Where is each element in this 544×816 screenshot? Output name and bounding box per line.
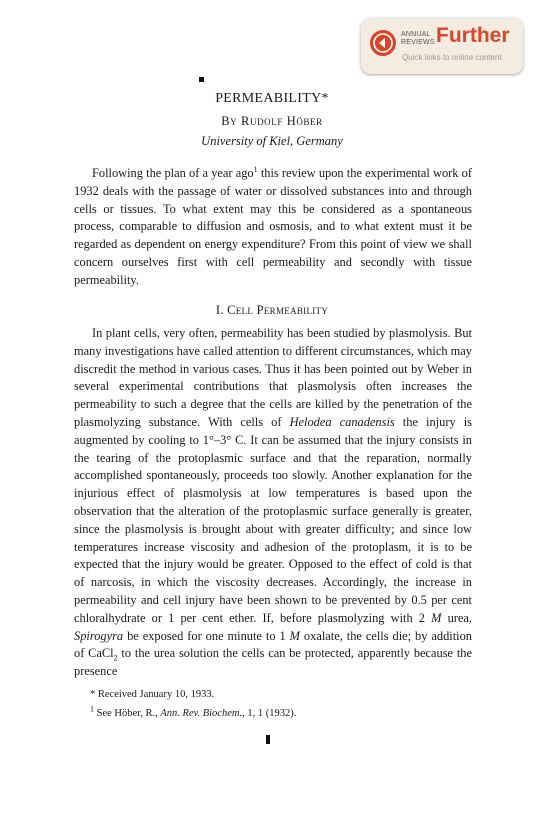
article-title: PERMEABILITY* [215, 91, 329, 106]
further-subtitle: Quick links to online content [402, 53, 502, 62]
scan-mark [199, 77, 204, 82]
section-heading: I. Cell Permeability [215, 303, 329, 317]
publisher-name: ANNUAL REVIEWS [401, 31, 435, 46]
annual-reviews-further-badge[interactable] [361, 18, 523, 74]
section-paragraph: In plant cells, very often, permeability has been studied by plasmolysis. But many investigations have called attention to different circumstances, which may discredit the method in various cases. Thus it has been pointed out by Weber in several experimental contributions that plasmolysis often increases the permeability to such a degree that the cells are killed by the penetration of the plasmolyzing substance. With cells of Helodea canadensis the injury is augmented by cooling to 1°–3° C. It can be assumed that the injury consists in the tearing of the protoplasmic surface and that the reparation, normally accomplished spontaneously, proceeds too slowly. Another explanation for the injurious effect of plasmolysis at low temperatures is based upon the observation that the alteration of the protoplasmic surface generally is greater, since the plasmolysis is brought about with greater difficulty; and since low temperatures increase viscosity and adhesion of the protoplasm, it is to be expected that the injury would be greater. Opposed to the effect of cold is that of narcosis, in which the viscosity decreases. Accordingly, the increase in permeability and cell injury have been shown to be prevented by 0.5 per cent chloralhydrate or 1 per cent ether. If, before plasmolyzing with 2 M urea, Spirogyra be exposed for one minute to 1 M oxalate, the cells die; by addition of CaCl$_2$ to the urea solution the cells can be protected, apparently because the presence [74, 326, 472, 679]
footnote-ref-1[interactable]: 1 [253, 164, 258, 174]
author-affiliation: University of Kiel, Germany [201, 134, 343, 148]
further-label: Further [436, 24, 510, 47]
intro-paragraph: Following the plan of a year ago$^1$ this review upon the experimental work of 1932 deals with the passage of water or dissolved substances into and through cells or tissues. To what extent may this be considered as a spontaneous process, comparable to diffusion and osmosis, and to what extent must it be regarded as dependent on energy expenditure? From this point of view we shall concern ourselves first with cell permeability and secondly with tissue permeability. [74, 164, 472, 287]
play-arrow-icon [370, 30, 396, 56]
footnote-reference: $^1$ See Höber, R., Ann. Rev. Biochem., 1, 1 (1932). [90, 704, 297, 719]
article-author: By Rudolf Höber [221, 114, 323, 128]
scan-mark [266, 735, 270, 744]
footnote-received: * Received January 10, 1933. [90, 689, 215, 700]
